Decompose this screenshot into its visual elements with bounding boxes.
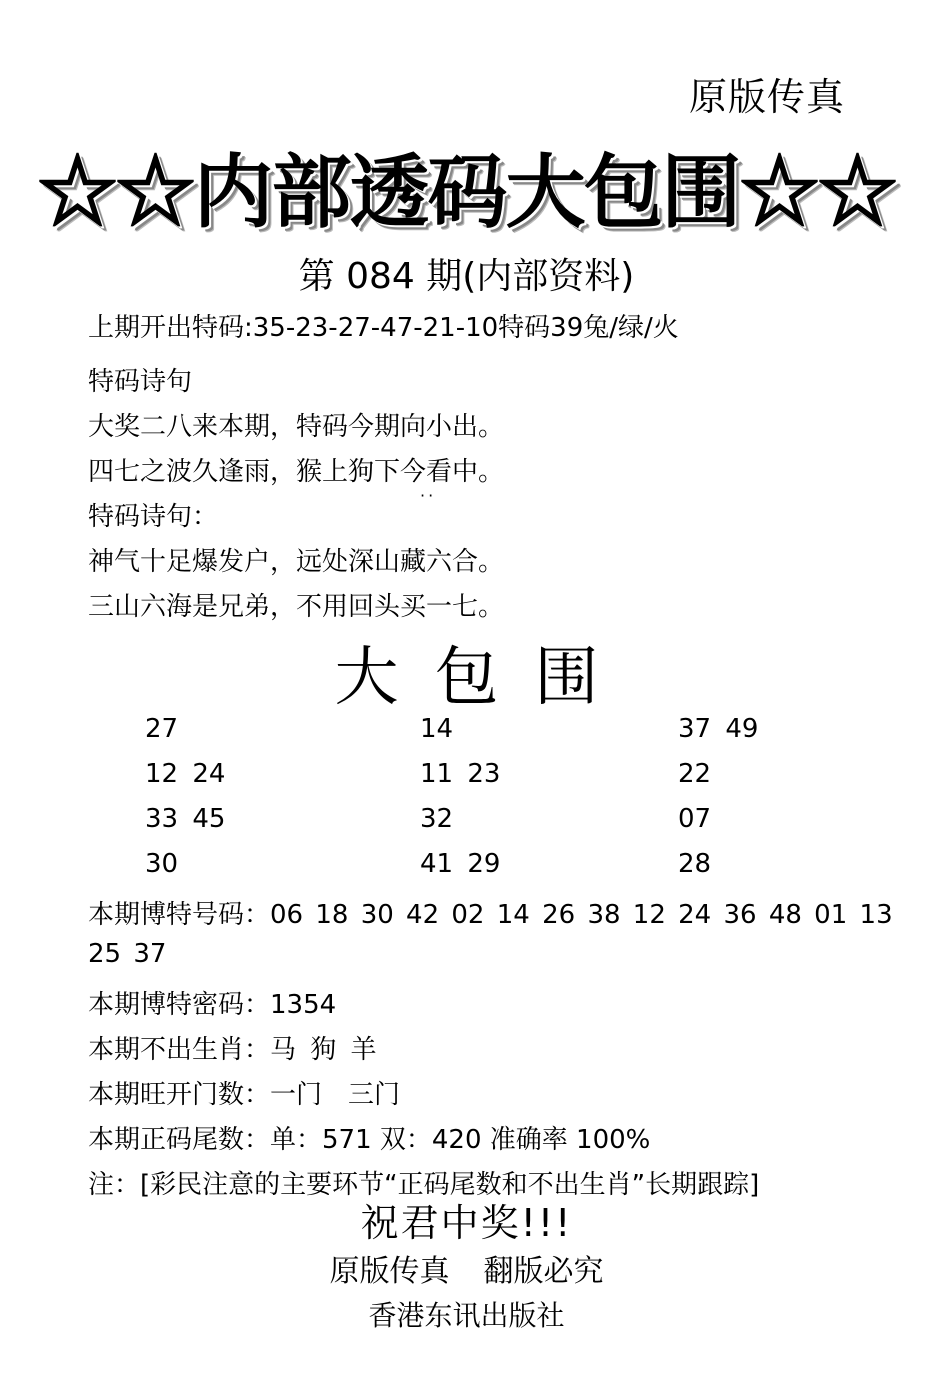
stray-dots: ··: [420, 486, 437, 505]
bote-secret: 本期博特密码：1354: [88, 990, 337, 1020]
grid-cell: 37 49: [678, 714, 759, 744]
publisher: 香港东讯出版社: [368, 1299, 565, 1332]
grid-cell: 41 29: [420, 849, 501, 879]
grid-cell: 07: [678, 804, 712, 834]
poem-line-4: 三山六海是兄弟，不用回头买一七。: [88, 592, 505, 622]
bote-numbers-line-2: 25 37: [88, 939, 167, 969]
poem-heading-1: 特码诗句: [88, 367, 193, 397]
grid-cell: 14: [420, 714, 454, 744]
grid-cell: 33 45: [145, 804, 226, 834]
footer-notice: [0, 1246, 933, 1290]
last-result: 上期开出特码:35-23-27-47-21-10特码39兔/绿/火: [88, 313, 679, 343]
grid-cell: 12 24: [145, 759, 226, 789]
original-fax-label: 原版传真: [329, 1254, 450, 1289]
grid-cell: 28: [678, 849, 712, 879]
grid-cell: 27: [145, 714, 179, 744]
tail-numbers: 本期正码尾数：单：571 双：420 准确率 100%: [88, 1125, 651, 1155]
poem-line-3: 神气十足爆发户，远处深山藏六合。: [88, 547, 505, 577]
poem-heading-2: 特码诗句：: [88, 502, 219, 532]
main-title: ☆☆内部透码大包围☆☆: [37, 145, 896, 239]
bote-numbers-line-1: 本期博特号码：06 18 30 42 02 14 26 38 12 24 36 48 01 13: [88, 900, 893, 930]
grid-cell: 11 23: [420, 759, 501, 789]
poem-line-1: 大奖二八来本期，特码今期向小出。: [88, 412, 505, 442]
lucky-gates: 本期旺开门数：一门 三门: [88, 1080, 401, 1110]
grid-cell: 32: [420, 804, 454, 834]
grid-cell: 22: [678, 759, 712, 789]
note: 注：[彩民注意的主要环节“正码尾数和不出生肖”长期跟踪]: [88, 1170, 760, 1200]
poem-line-2: 四七之波久逢雨，猴上狗下今看中。: [88, 457, 505, 487]
congrats: 祝君中奖!!!: [360, 1201, 573, 1245]
no-zodiac: 本期不出生肖：马 狗 羊: [88, 1035, 377, 1065]
fax-label: 原版传真: [688, 75, 845, 119]
grid-cell: 30: [145, 849, 179, 879]
piracy-warning: 翻版必究: [483, 1254, 604, 1289]
issue-number: 第 084 期(内部资料): [298, 256, 635, 297]
section-title: 大包围: [334, 641, 635, 715]
